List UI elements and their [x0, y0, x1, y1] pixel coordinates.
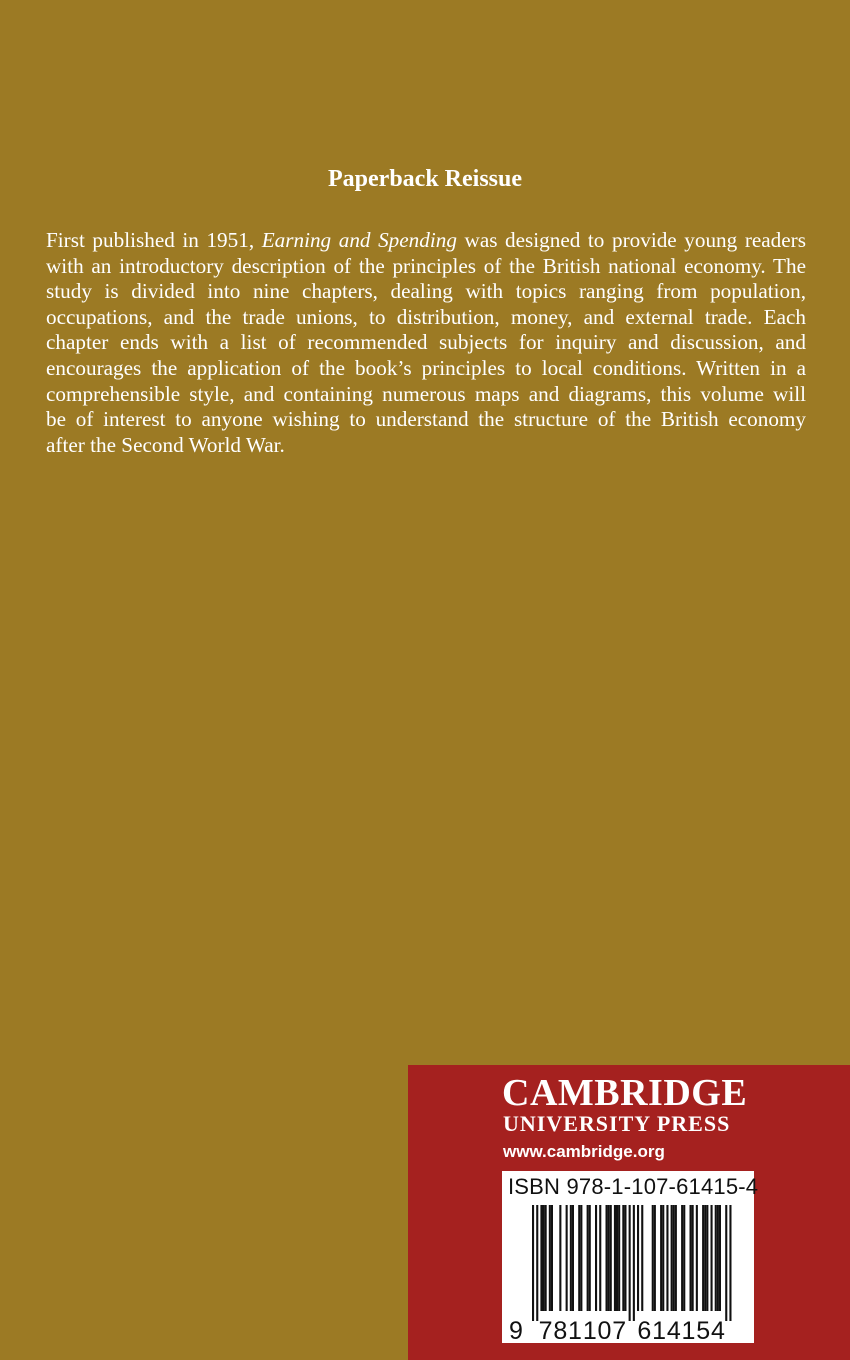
- barcode-bar: [545, 1205, 547, 1311]
- barcode-bar: [719, 1205, 721, 1311]
- publisher-logo-subtitle: UNIVERSITY PRESS: [503, 1111, 731, 1136]
- blurb-line: chapter ends with a list of recommended subjects for inquiry and discussion, and: [46, 330, 806, 355]
- barcode-bar: [652, 1205, 654, 1311]
- barcode-digits: 4: [710, 1317, 725, 1343]
- barcode-bar: [580, 1205, 582, 1311]
- barcode-bar: [622, 1205, 624, 1311]
- barcode-bar: [614, 1205, 616, 1311]
- isbn-label: ISBN 978-1-107-61415-4: [508, 1174, 759, 1199]
- barcode-digits: 5: [696, 1317, 711, 1343]
- barcode-guard-bar: [536, 1205, 538, 1321]
- barcode-digits: 9: [509, 1317, 523, 1343]
- blurb-line: with an introductory description of the principles of the British national economy. The: [46, 253, 806, 278]
- barcode-bar: [549, 1205, 551, 1311]
- barcode-bar: [637, 1205, 639, 1311]
- barcode-bar: [608, 1205, 610, 1311]
- barcode-bar: [711, 1205, 713, 1311]
- barcode-box: [502, 1171, 759, 1343]
- blurb-line: be of interest to anyone wishing to understand the structure of the British economy: [46, 407, 806, 432]
- blurb-line: comprehensible style, and containing numerous maps and diagrams, this volume will: [46, 381, 806, 406]
- barcode-bar: [606, 1205, 608, 1311]
- barcode-bar: [595, 1205, 597, 1311]
- barcode-bar: [610, 1205, 612, 1311]
- barcode-digits: 1: [582, 1317, 597, 1343]
- blurb-line: occupations, and the trade unions, to distribution, money, and external trade. Each: [46, 304, 806, 329]
- barcode-digits: 1: [568, 1317, 582, 1343]
- barcode-bar: [683, 1205, 685, 1311]
- barcode-digits: 8: [553, 1317, 568, 1343]
- barcode-bar: [671, 1205, 673, 1311]
- barcode-bar: [599, 1205, 601, 1311]
- barcode-digits: 1: [681, 1317, 696, 1343]
- blurb-line: after the Second World War.: [46, 432, 285, 457]
- blurb-line: study is divided into nine chapters, dealing with topics ranging from population,: [46, 279, 806, 304]
- barcode-bar: [641, 1205, 643, 1311]
- publisher-panel: [408, 1065, 850, 1360]
- barcode-bar: [660, 1205, 662, 1311]
- blurb-line: encourages the application of the book’s principles to local conditions. Written in a: [46, 355, 806, 380]
- barcode-bar: [702, 1205, 704, 1311]
- heading: Paperback Reissue: [328, 166, 522, 192]
- barcode-bar: [717, 1205, 719, 1311]
- barcode-bar: [587, 1205, 589, 1311]
- barcode-bar: [681, 1205, 683, 1311]
- barcode-bar: [543, 1205, 545, 1311]
- barcode-bar: [572, 1205, 574, 1311]
- barcode-guard-bar: [532, 1205, 534, 1321]
- barcode-bar: [551, 1205, 553, 1311]
- barcode-bar: [616, 1205, 618, 1311]
- barcode-bar: [578, 1205, 580, 1311]
- blurb-line: [46, 228, 806, 254]
- barcode-bar: [624, 1205, 626, 1311]
- barcode-digits: 1: [652, 1317, 667, 1343]
- barcode-guard-bar: [629, 1205, 631, 1321]
- barcode-bar: [570, 1205, 572, 1311]
- publisher-logo-name: CAMBRIDGE: [502, 1072, 748, 1114]
- barcode-guard-bar: [633, 1205, 635, 1321]
- barcode-bar: [675, 1205, 677, 1311]
- barcode-bar: [715, 1205, 717, 1311]
- barcode-guard-bar: [725, 1205, 727, 1321]
- publisher-url: www.cambridge.org: [503, 1142, 665, 1161]
- barcode-bar: [690, 1205, 692, 1311]
- barcode-bar: [692, 1205, 694, 1311]
- barcode-bar: [540, 1205, 542, 1311]
- barcode-guard-bar: [729, 1205, 731, 1321]
- barcode-digits: 0: [597, 1317, 612, 1343]
- barcode-digits: 7: [538, 1317, 553, 1343]
- barcode-digits: 7: [612, 1317, 627, 1343]
- barcode-bar: [696, 1205, 698, 1311]
- blurb-paragraph: [46, 228, 806, 458]
- barcode-digits: 4: [666, 1317, 681, 1343]
- barcode-bar: [666, 1205, 668, 1311]
- blurb-text: First published in 1951,: [46, 228, 262, 252]
- blurb-text: was designed to provide young readers: [456, 228, 806, 252]
- barcode-digits: 6: [637, 1317, 652, 1343]
- barcode-bar: [706, 1205, 708, 1311]
- barcode-bar: [559, 1205, 561, 1311]
- barcode-bar: [618, 1205, 620, 1311]
- barcode-bar: [704, 1205, 706, 1311]
- book-title: Earning and Spending: [261, 228, 457, 252]
- barcode-bar: [654, 1205, 656, 1311]
- barcode-bar: [566, 1205, 568, 1311]
- barcode-bar: [662, 1205, 664, 1311]
- barcode-bar: [589, 1205, 591, 1311]
- barcode-bar: [673, 1205, 675, 1311]
